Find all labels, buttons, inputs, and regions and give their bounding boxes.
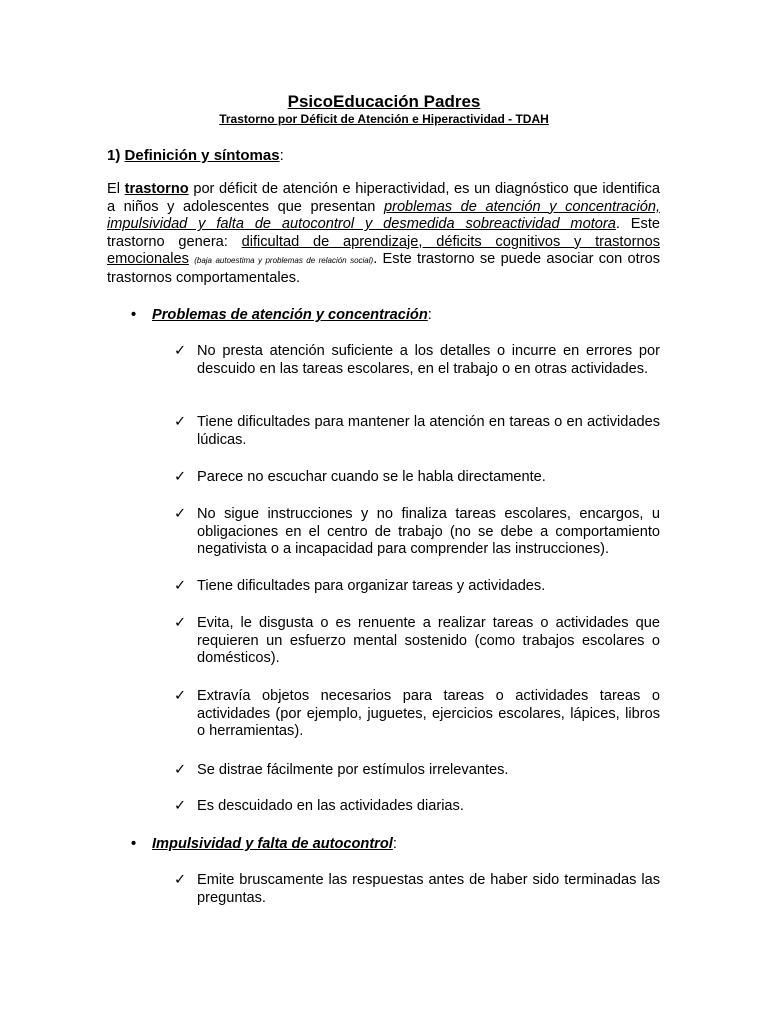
list-item: [174, 798, 660, 816]
document-title: PsicoEducación Padres: [287, 92, 481, 111]
intro-paragraph: [107, 181, 660, 288]
intro-small-note: (baja autoestima y problemas de relación social): [194, 256, 374, 266]
list-item-text: Tiene dificultades para mantener la atención en tareas o en actividades lúdicas.: [197, 414, 660, 448]
checkmark-icon: ✓: [174, 506, 187, 522]
list-item-text: Tiene dificultades para organizar tareas y actividades.: [197, 578, 546, 594]
list-item: [174, 414, 660, 449]
checkmark-icon: ✓: [174, 762, 187, 778]
intro-effects: dificultad de aprendizaje, déficits cognitivos y trastornos emocionales: [107, 233, 660, 268]
list-item: [174, 343, 660, 378]
list-item: [174, 578, 660, 596]
list-item-text: No sigue instrucciones y no finaliza tareas escolares, encargos, u obligaciones en el centro de trabajo (no se debe a comportamiento negativista o a incapacidad para comprender las instrucciones).: [197, 506, 660, 558]
intro-problems: problemas de atención y concentración, impulsividad y falta de autocontrol y desmedida sobreactividad motora: [107, 198, 660, 233]
bullet-label: Impulsividad y falta de autocontrol: [152, 836, 393, 852]
section-heading: [107, 147, 284, 165]
list-item-text: Es descuidado en las actividades diarias.: [197, 798, 464, 814]
list-item-text: Evita, le disgusta o es renuente a realizar tareas o actividades que requieren un esfuerzo mental sostenido (como trabajos escolares o domésticos).: [197, 615, 660, 667]
checkmark-icon: ✓: [174, 798, 187, 814]
intro-text-2: por déficit de atención e hiperactividad, es un diagnóstico que identifica a niños y adolescentes que presentan: [107, 181, 661, 215]
bullet-impulsivity: [131, 835, 397, 853]
checkmark-icon: ✓: [174, 343, 187, 359]
checkmark-icon: ✓: [174, 615, 187, 631]
list-item: [174, 506, 660, 559]
list-item-text: Parece no escuchar cuando se le habla directamente.: [197, 469, 546, 485]
section-number: 1): [107, 147, 121, 164]
bullet-mark: •: [131, 307, 137, 323]
checkmark-icon: ✓: [174, 414, 187, 430]
bullet-label: Problemas de atención y concentración: [152, 307, 428, 323]
checkmark-icon: ✓: [174, 872, 187, 888]
bullet-colon: :: [427, 307, 432, 323]
checkmark-icon: ✓: [174, 469, 187, 485]
intro-text-5: . Este trastorno se puede asociar con otros trastornos comportamentales.: [107, 251, 661, 286]
intro-text-3: . Este trastorno genera:: [107, 216, 660, 250]
list-item-text: No presta atención suficiente a los detalles o incurre en errores por descuido en las tareas escolares, en el trabajo o en otras actividades.: [197, 343, 660, 377]
list-item: [174, 469, 660, 487]
bullet-colon: :: [392, 836, 397, 852]
list-item: [174, 688, 660, 741]
bullet-attention: [131, 306, 432, 324]
document-subtitle: Trastorno por Déficit de Atención e Hiperactividad - TDAH: [219, 112, 549, 126]
list-item: [174, 762, 660, 780]
list-item-text: Se distrae fácilmente por estímulos irrelevantes.: [197, 762, 509, 778]
list-item-text: Extravía objetos necesarios para tareas o actividades tareas o actividades (por ejemplo, juguetes, ejercicios escolares, lápices, libros o herramientas).: [197, 688, 660, 740]
bullet-mark: •: [131, 836, 137, 852]
checkmark-icon: ✓: [174, 578, 187, 594]
intro-text-1: El: [107, 181, 125, 197]
section-title: Definición y síntomas: [124, 147, 280, 164]
section-colon: :: [279, 147, 284, 164]
checkmark-icon: ✓: [174, 688, 187, 704]
list-item: [174, 872, 660, 907]
intro-term-trastorno: trastorno: [124, 181, 189, 197]
list-item-text: Emite bruscamente las respuestas antes de haber sido terminadas las preguntas.: [197, 872, 660, 906]
list-item: [174, 615, 660, 668]
